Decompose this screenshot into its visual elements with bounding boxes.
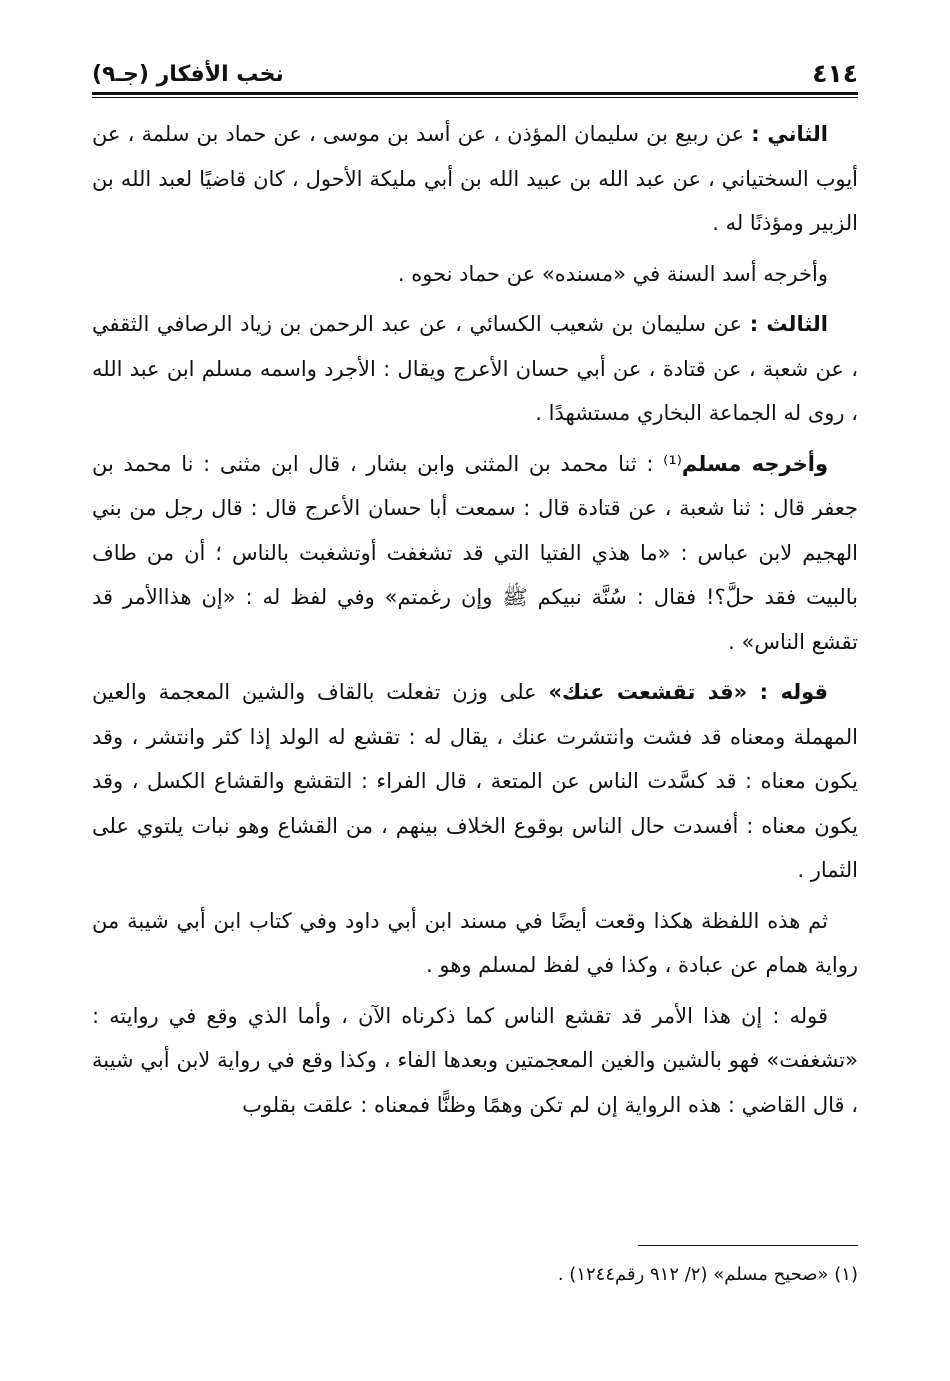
paragraph-text: على وزن تفعلت بالقاف والشين المعجمة والعين المهملة ومعناه قد فشت وانتشرت عنك ، يقال له : تقشع له الولد إذا كثر وانتشر ، وقد يكون معناه : قد كسَّدت الناس عن المتعة ، قال الفراء : التقشع والقشاع الكسل ، وقد يكون معناه : أفسدت حال الناس بوقوع الخلاف بينهم ، من القشاع وهو نبات يلتوي على الثمار .: [92, 680, 858, 882]
paragraph-asad-musnad: [92, 252, 858, 297]
book-page: [92, 52, 858, 1381]
header-rule-thin: [92, 97, 858, 98]
footnote-rule: [638, 1245, 858, 1246]
running-title: نخب الأفكار (جـ٩): [92, 62, 284, 87]
footnote: (١) «صحيح مسلم» (٢/ ٩١٢ رقم١٢٤٤) .: [557, 1264, 858, 1285]
paragraph-lafza: [92, 899, 858, 988]
paragraph-lead: الثالث :: [749, 312, 828, 336]
paragraph-text: عن ربيع بن سليمان المؤذن ، عن أسد بن موسى ، عن حماد بن سلمة ، عن أيوب السختياني ، عن عبد الله بن عبيد الله بن أبي مليكة الأحول ، كان قاضيًا لعبد الله بن الزبير ومؤذنًا له .: [92, 122, 858, 235]
page-header: [92, 52, 858, 86]
paragraph-tashaghafat: [92, 994, 858, 1128]
page-number: ٤١٤: [812, 59, 858, 88]
paragraph-text: ثم هذه اللفظة هكذا وقعت أيضًا في مسند ابن أبي داود وفي كتاب ابن أبي شيبة من رواية همام عن عبادة ، وكذا في لفظ لمسلم وهو .: [92, 908, 858, 977]
paragraph-text: قوله : إن هذا الأمر قد تقشع الناس كما ذكرناه الآن ، وأما الذي وقع في روايته : «تشغفت» فهو بالشين والغين المعجمتين وبعدها الفاء ، وكذا وقع في رواية لابن أبي شيبة ، قال القاضي : هذه الرواية إن لم تكن وهمًا وظنًّا فمعناه : علقت بقلوب: [92, 1003, 858, 1117]
paragraph-muslim: [92, 442, 858, 665]
paragraph-second-chain: [92, 112, 858, 246]
header-rule-thick: [92, 92, 858, 95]
paragraph-text: ⁽¹⁾ : ثنا محمد بن المثنى وابن بشار ، قال ابن مثنى : نا محمد بن جعفر قال : ثنا شعبة ، عن قتادة قال : سمعت أبا حسان الأعرج قال : قال رجل من بني الهجيم لابن عباس : «ما هذي الفتيا التي قد تشغفت أوتشغبت بالناس ؛ أن من طاف بالبيت فقد حلَّ؟! فقال : سُنَّة نبيكم ﷺ وإن رغمتم» وفي لفظ له : «إن هذاالأمر قد تقشع الناس» .: [92, 451, 858, 654]
paragraph-text: عن سليمان بن شعيب الكسائي ، عن عبد الرحمن بن زياد الرصافي الثقفي ، عن شعبة ، عن قتادة ، عن أبي حسان الأعرج ويقال : الأجرد واسمه مسلم ابن عبد الله ، روى له الجماعة البخاري مستشهدًا .: [92, 312, 858, 425]
paragraph-taqashaat: [92, 670, 858, 893]
body-text: [92, 112, 858, 1127]
paragraph-lead: الثاني :: [751, 122, 828, 146]
paragraph-lead: وأخرجه مسلم: [681, 451, 828, 476]
paragraph-third-chain: [92, 302, 858, 436]
paragraph-lead: قوله : «قد تقشعت عنك»: [548, 680, 828, 704]
paragraph-text: وأخرجه أسد السنة في «مسنده» عن حماد نحوه .: [397, 261, 828, 286]
